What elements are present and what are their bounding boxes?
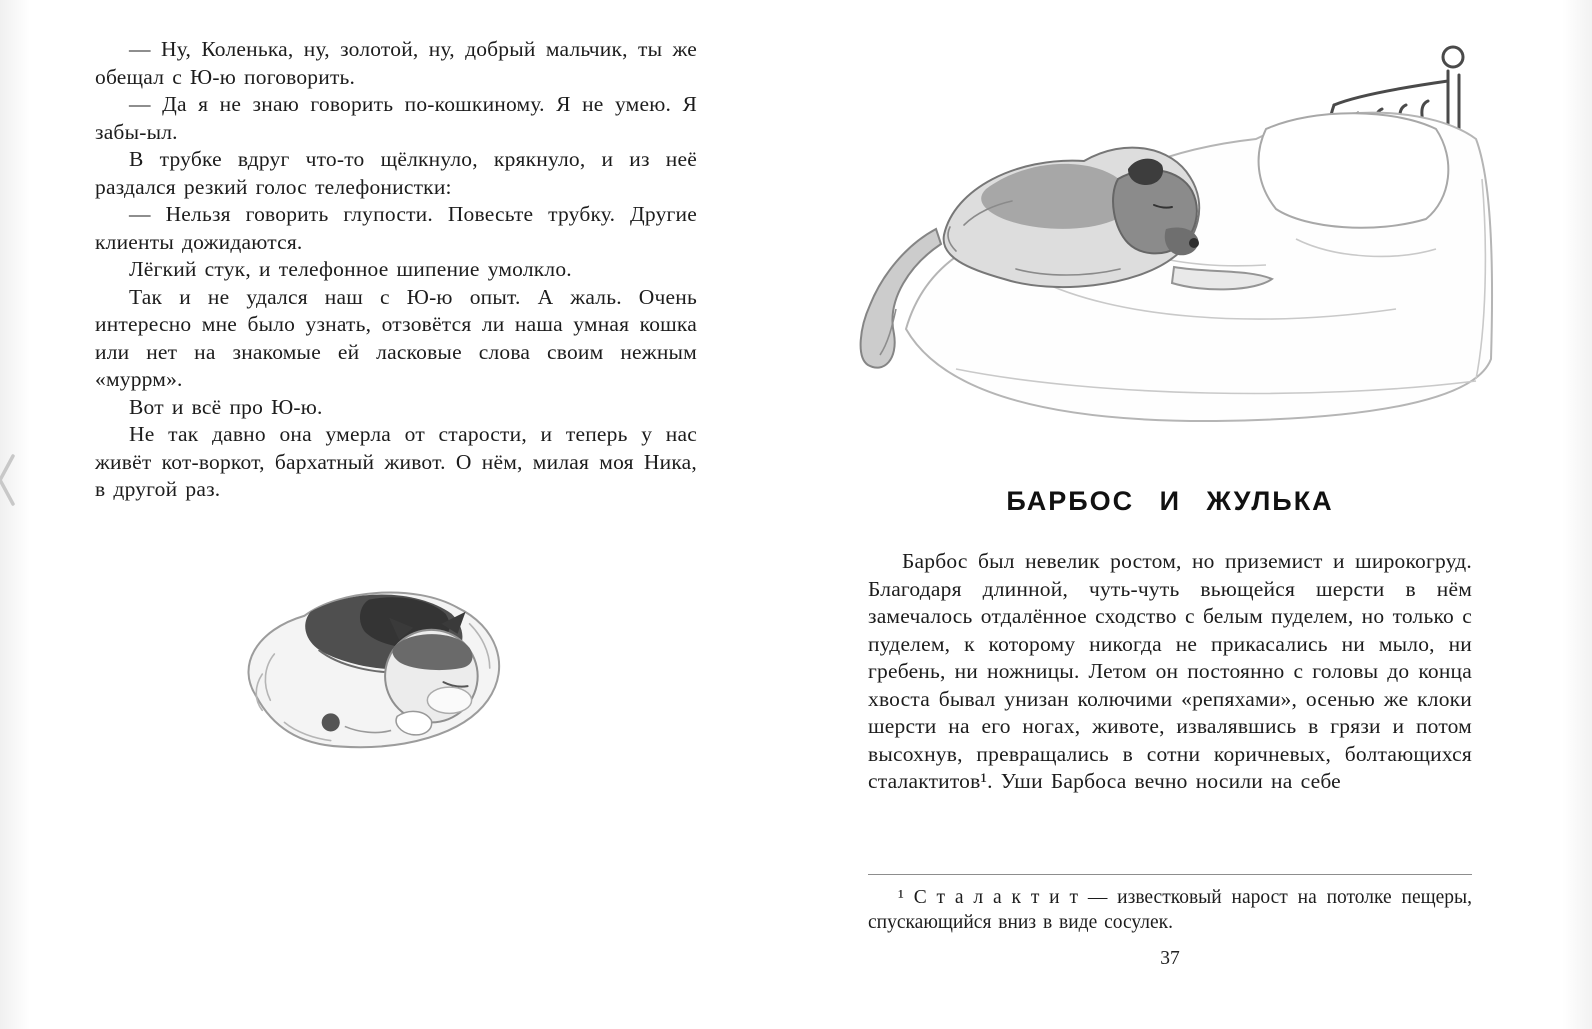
pillow	[1259, 113, 1449, 227]
footnote-text: ¹ С т а л а к т и т — известковый нарост на потолке пещеры, спускающийся вниз в виде сосулек.	[868, 887, 1472, 933]
paragraph: — Да я не знаю говорить по-кошкиному. Я не умею. Я забы-ыл.	[95, 92, 697, 144]
paragraph: — Нельзя говорить глупости. Повесьте трубку. Другие клиенты дожидаются.	[95, 202, 697, 254]
right-page-edge-shading	[1562, 0, 1592, 1029]
prev-page-control[interactable]	[0, 450, 19, 510]
paragraph: Так и не удался наш с Ю-ю опыт. А жаль. Очень интересно мне было узнать, отзовётся ли наша умная кошка или нет на знакомые ей ласковые слова своим нежным «муррм».	[95, 284, 697, 391]
sleeping-cat-illustration	[218, 553, 530, 765]
paragraph: — Ну, Коленька, ну, золотой, ну, добрый мальчик, ты же обещал с Ю-ю поговорить.	[95, 37, 697, 89]
chapter-title: БАРБОС И ЖУЛЬКА	[1006, 486, 1334, 516]
paragraph: Вот и всё про Ю-ю.	[129, 394, 323, 419]
paragraph: Не так давно она умерла от старости, и теперь у нас живёт кот-воркот, бархатный живот. О нём, милая моя Ника, в другой раз.	[95, 422, 697, 501]
footnote	[868, 874, 1472, 935]
left-page-edge-shading	[0, 0, 30, 1029]
dog-on-bed-illustration	[836, 28, 1508, 430]
paragraph: Лёгкий стук, и телефонное шипение умолкло.	[129, 257, 572, 281]
chevron-left-icon[interactable]	[0, 450, 19, 510]
right-page-text	[868, 548, 1472, 796]
left-page-text	[95, 36, 697, 504]
page-number: 37	[1160, 948, 1180, 969]
paragraph: В трубке вдруг что-то щёлкнуло, крякнуло, и из неё раздался резкий голос телефонистки:	[95, 147, 697, 199]
paragraph: Барбос был невелик ростом, но приземист и широкогруд. Благодаря длинной, чуть-чуть вьющейся шерсти в нём замечалось отдалённое сходство с белым пуделем, но только с пуделем, к которому никогда не прикасались ни мыло, ни гребень, ни ножницы. Летом он постоянно с головы до конца хвоста бывал унизан колючими «репяхами», осенью же клоки шерсти на его ногах, животе, извалявшись в грязи и потом высохнув, превращались в сотни коричневых, болтающихся сталактитов¹. Уши Барбоса вечно носили на себе	[868, 549, 1472, 793]
